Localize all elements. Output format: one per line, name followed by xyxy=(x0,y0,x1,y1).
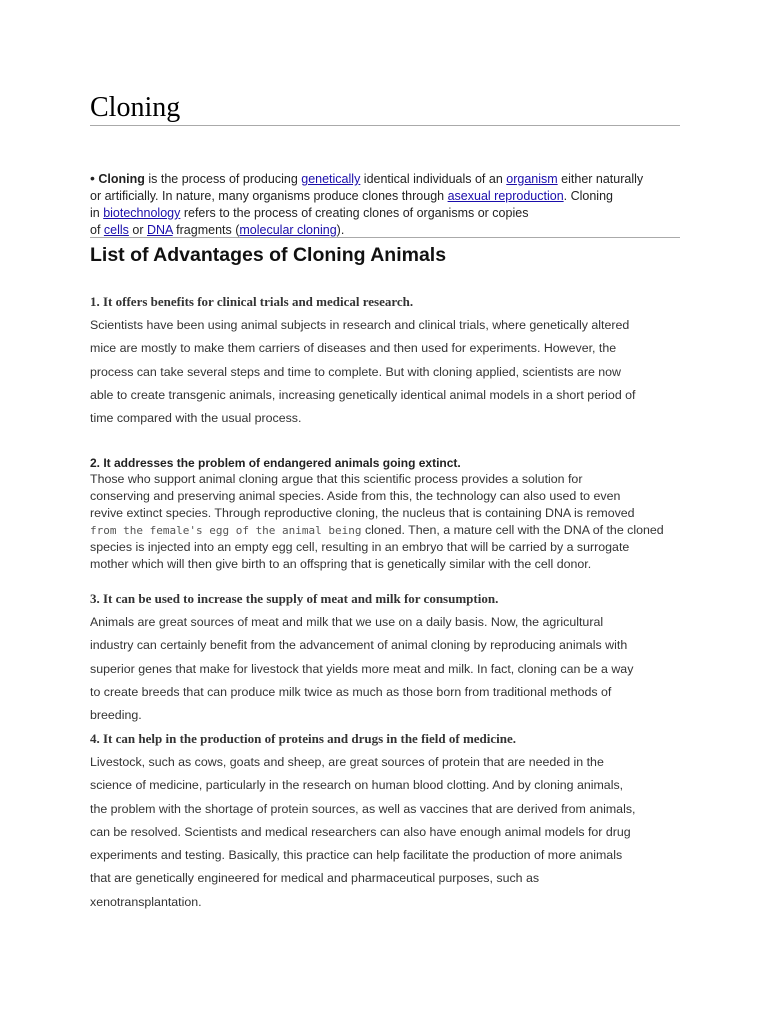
advantage-2-heading: 2. It addresses the problem of endangered animals going extinct. xyxy=(90,456,461,470)
intro-text: either naturally xyxy=(557,172,644,186)
intro-text: . Cloning xyxy=(563,189,613,203)
section-heading: List of Advantages of Cloning Animals xyxy=(90,244,447,266)
text-line: mice are mostly to make them carriers of diseases and then used for experiments. However, the xyxy=(90,341,617,356)
link-organism[interactable]: organism xyxy=(506,172,558,186)
intro-text: refers to the process of creating clones of organisms or copies xyxy=(180,206,529,220)
advantage-4-heading: 4. It can help in the production of proteins and drugs in the field of medicine. xyxy=(90,731,517,746)
text-line: to create breeds that can produce milk twice as much as those born from traditional methods of xyxy=(90,684,612,699)
intro-text: is the process of producing xyxy=(144,172,302,186)
text-line: process can take several steps and time to complete. But with cloning applied, scientists are now xyxy=(90,364,622,379)
text-line: industry can certainly benefit from the advancement of animal cloning by reproducing animals with xyxy=(90,638,628,653)
text-line: Scientists have been using animal subjects in research and clinical trials, where genetically altered xyxy=(90,318,630,332)
advantage-1-text xyxy=(90,314,680,430)
intro-text: fragments ( xyxy=(172,223,240,237)
text-line: that are genetically engineered for medical and pharmaceutical purposes, such as xyxy=(90,871,540,886)
text-line: conserving and preserving animal species. Aside from this, the technology can also used to even xyxy=(90,489,621,503)
text-fragment: cloned. Then, a mature cell with the DNA of the cloned xyxy=(361,523,664,537)
text-line: mother which will then give birth to an offspring that is genetically similar with the cell donor. xyxy=(90,557,592,571)
text-line: species is injected into an empty egg cell, resulting in an embryo that will be carried by a surrogate xyxy=(90,540,630,554)
text-line: Livestock, such as cows, goats and sheep, are great sources of protein that are needed in the xyxy=(90,755,604,769)
text-line: superior genes that make for livestock that yields more meat and milk. In fact, cloning can be a way xyxy=(90,661,634,676)
advantage-4-text xyxy=(90,751,680,914)
text-line: can be resolved. Scientists and medical researchers can also have enough animal models for drug xyxy=(90,824,631,839)
advantage-3-heading: 3. It can be used to increase the supply of meat and milk for consumption. xyxy=(90,591,499,606)
link-biotechnology[interactable]: biotechnology xyxy=(103,206,181,220)
intro-text: or xyxy=(128,223,147,237)
link-molecular-cloning[interactable]: molecular cloning xyxy=(239,223,337,237)
intro-text: identical individuals of an xyxy=(360,172,507,186)
text-line: revive extinct species. Through reproductive cloning, the nucleus that is containing DNA is removed xyxy=(90,506,635,520)
link-asexual-reproduction[interactable]: asexual reproduction xyxy=(447,189,564,203)
intro-text: or artificially. In nature, many organisms produce clones through xyxy=(90,189,448,203)
text-line: the problem with the shortage of protein sources, as well as vaccines that are derived from animals, xyxy=(90,801,636,816)
link-dna[interactable]: DNA xyxy=(146,223,173,237)
intro-bold-term: Cloning xyxy=(98,172,145,186)
text-line: xenotransplantation. xyxy=(90,894,202,909)
title-divider xyxy=(90,125,680,126)
advantage-2-text xyxy=(90,471,680,573)
advantage-3-text xyxy=(90,611,680,727)
text-fragment: from the female's egg of the animal being xyxy=(90,524,362,537)
advantage-1-heading: 1. It offers benefits for clinical trials and medical research. xyxy=(90,294,414,309)
intro-text: in xyxy=(90,206,104,220)
link-cells[interactable]: cells xyxy=(103,223,129,237)
text-line: able to create transgenic animals, increasing genetically identical animal models in a short period of xyxy=(90,387,636,402)
intro-paragraph xyxy=(90,170,690,239)
text-line: experiments and testing. Basically, this practice can help facilitate the production of more animals xyxy=(90,848,623,863)
intro-text: ). xyxy=(336,223,345,237)
bullet-icon: • xyxy=(90,170,95,186)
intro-divider xyxy=(90,237,680,238)
text-line: time compared with the usual process. xyxy=(90,411,302,426)
text-line: Those who support animal cloning argue that this scientific process provides a solution for xyxy=(90,472,583,486)
text-line: Animals are great sources of meat and milk that we use on a daily basis. Now, the agricultural xyxy=(90,615,604,629)
link-genetically[interactable]: genetically xyxy=(301,172,361,186)
intro-text: of xyxy=(90,223,104,237)
text-line: science of medicine, particularly in the research on human blood clotting. And by cloning animals, xyxy=(90,778,624,793)
page-title: Cloning xyxy=(90,92,181,123)
text-line: breeding. xyxy=(90,708,142,723)
